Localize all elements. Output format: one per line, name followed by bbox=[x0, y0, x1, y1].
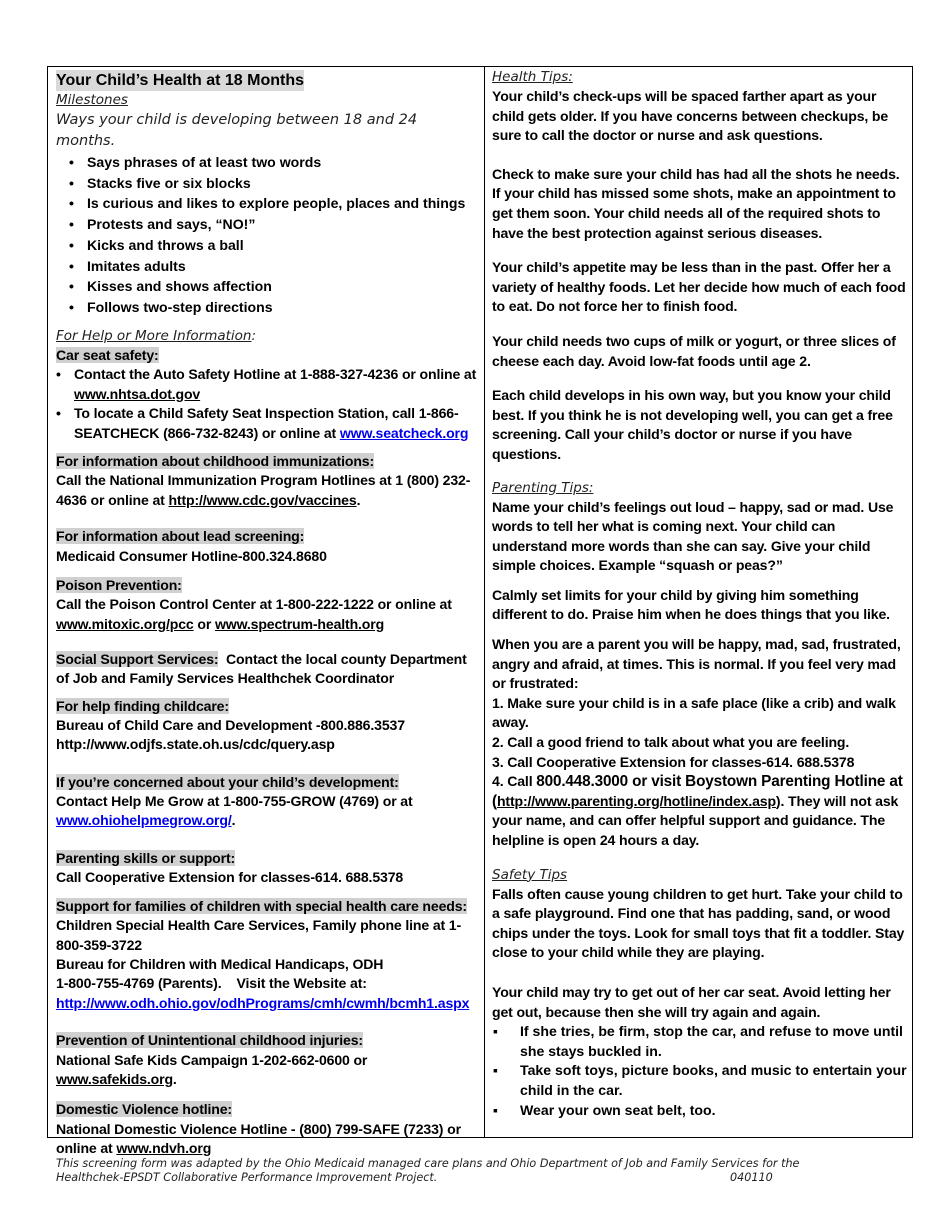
development-heading: If you’re concerned about your child’s development: bbox=[56, 773, 399, 790]
social-heading: Social Support Services: bbox=[56, 651, 219, 668]
milestone-item: • Follows two-step directions bbox=[69, 297, 478, 318]
car-seat-item-text: Contact the Auto Safety Hotline at 1-888-327-4236 or online at bbox=[74, 366, 477, 383]
parenting-tip-paragraph: When you are a parent you will be happy, mad, sad, frustrated, angry and afraid, at times. This is normal. If you feel very mad or frustrated: bbox=[492, 636, 901, 692]
spectrum-health-link[interactable]: www.spectrum-health.org bbox=[214, 615, 385, 632]
milestone-item: • Is curious and likes to explore people, places and things bbox=[69, 193, 478, 214]
poison-or: or bbox=[197, 615, 212, 632]
safety-list bbox=[492, 1022, 907, 1120]
parenting-step: 3. Call Cooperative Extension for classes-614. 688.5378 bbox=[492, 753, 855, 770]
injuries-heading: Prevention of Unintentional childhood injuries: bbox=[56, 1032, 363, 1049]
milestones-list bbox=[56, 152, 478, 318]
car-seat-item bbox=[56, 404, 478, 443]
lead-section bbox=[56, 527, 478, 566]
lead-heading: For information about lead screening: bbox=[56, 528, 305, 545]
safekids-link[interactable]: www.safekids.org bbox=[56, 1071, 173, 1088]
childcare-url: http://www.odjfs.state.oh.us/cdc/query.asp bbox=[56, 735, 335, 752]
poison-text: Call the Poison Control Center at 1-800-222-1222 or online at bbox=[56, 596, 452, 613]
poison-heading: Poison Prevention: bbox=[56, 576, 182, 593]
car-seat-section bbox=[56, 346, 478, 444]
car-seat-list bbox=[56, 365, 478, 443]
immunizations-text: Call the National Immunization Program Hotlines at 1 (800) 232-4636 or online at bbox=[56, 472, 471, 508]
injuries-section bbox=[56, 1031, 478, 1090]
step4-rest: ). They will not ask your name, and can offer helpful support and guidance. The helpline is open 24 hours a day. bbox=[492, 792, 899, 848]
right-column bbox=[485, 67, 913, 1137]
parenting-tip-paragraph: Name your child’s feelings out loud – happy, sad or mad. Use words to tell her what is coming next. Your child can understand more words than she can say. Give your child simple choices. Example “squash or peas?” bbox=[492, 498, 894, 574]
ndvh-link[interactable]: www.ndvh.org bbox=[116, 1140, 212, 1157]
health-tip-paragraph: Each child develops in his own way, but you know your child best. If you think he is not developing well, you can get a free screening. Call your child’s doctor or nurse if you have questions. bbox=[492, 387, 893, 462]
milestone-item: • Imitates adults bbox=[69, 256, 478, 277]
ohiohelpmegrow-link[interactable]: www.ohiohelpmegrow.org/ bbox=[56, 811, 232, 828]
parenting-step-4 bbox=[492, 772, 907, 850]
special-needs-line: Bureau for Children with Medical Handicaps, ODH bbox=[56, 955, 384, 972]
step4-hotline: 800.448.3000 or visit Boystown Parenting Hotline at ( bbox=[492, 773, 903, 810]
special-needs-heading: Support for families of children with special health care needs: bbox=[56, 897, 467, 914]
health-tip-paragraph: Your child’s check-ups will be spaced farther apart as your child gets older. If you have concerns between checkups, be sure to call the doctor or nurse and ask questions. bbox=[492, 88, 889, 144]
special-needs-line: Children Special Health Care Services, Family phone line at 1-800-359-3722 bbox=[56, 917, 462, 953]
car-seat-item bbox=[56, 365, 478, 404]
parenting-skills-section bbox=[56, 849, 478, 888]
car-seat-heading: Car seat safety: bbox=[56, 346, 159, 363]
nhtsa-link[interactable]: www.nhtsa.dot.gov bbox=[74, 385, 201, 402]
help-header-colon: : bbox=[251, 327, 257, 344]
form-code: 040110 bbox=[730, 1171, 773, 1184]
childcare-section bbox=[56, 697, 478, 754]
childcare-heading: For help finding childcare: bbox=[56, 697, 229, 714]
social-section bbox=[56, 650, 478, 687]
immunizations-section bbox=[56, 452, 478, 511]
page-title: Your Child’s Health at 18 Months bbox=[56, 72, 305, 89]
car-seat-item-text: To locate a Child Safety Seat Inspection Station, call 1-866-SEATCHECK (866-732-8243) or online at bbox=[74, 405, 459, 441]
milestone-item: • Says phrases of at least two words bbox=[69, 152, 478, 173]
injuries-end: . bbox=[172, 1071, 177, 1088]
parenting-step: 2. Call a good friend to talk about what you are feeling. bbox=[492, 734, 850, 751]
special-needs-line: 1-800-755-4769 (Parents). Visit the Website at: bbox=[56, 975, 367, 992]
immunizations-heading: For information about childhood immunizations: bbox=[56, 452, 375, 469]
domestic-text: National Domestic Violence Hotline - (800) 799-SAFE (7233) or online at bbox=[56, 1120, 461, 1157]
content-table bbox=[47, 66, 913, 1157]
cdc-link[interactable]: http://www.cdc.gov/vaccines bbox=[168, 491, 357, 508]
milestones-header: Milestones bbox=[56, 92, 128, 108]
footer-line: This screening form was adapted by the Ohio Medicaid managed care plans and Ohio Department of Job and Family Services for the bbox=[56, 1157, 800, 1170]
safety-item: ▪ Wear your own seat belt, too. bbox=[492, 1101, 907, 1121]
step4-prefix: 4. Call bbox=[492, 773, 533, 790]
safety-tip-paragraph: Your child may try to get out of her car seat. Avoid letting her get out, because then she will try again and again. bbox=[492, 983, 891, 1020]
immunizations-end: . bbox=[356, 491, 361, 508]
milestone-item: • Protests and says, “NO!” bbox=[69, 214, 478, 235]
health-tip-paragraph: Your child’s appetite may be less than in the past. Offer her a variety of healthy foods. Let her decide how much of each food to eat. Do not force her to finish food. bbox=[492, 259, 906, 315]
parenting-step: 1. Make sure your child is in a safe place (like a crib) and walk away. bbox=[492, 694, 896, 731]
safety-item: ▪ Take soft toys, picture books, and music to entertain your child in the car. bbox=[492, 1061, 907, 1100]
health-tip-paragraph: Your child needs two cups of milk or yogurt, or three slices of cheese each day. Avoid low-fat foods until age 2. bbox=[492, 332, 896, 369]
safety-tip-paragraph: Falls often cause young children to get hurt. Take your child to a safe playground. Find one that has padding, sand, or wood chips under the toys. Look for small toys that fit a toddler. Stay close to your child while they are playing. bbox=[492, 885, 905, 961]
development-text: Contact Help Me Grow at 1-800-755-GROW (4769) or at bbox=[56, 792, 413, 809]
seatcheck-link[interactable]: www.seatcheck.org bbox=[339, 425, 469, 441]
milestone-item: • Kicks and throws a ball bbox=[69, 235, 478, 256]
milestone-item: • Stacks five or six blocks bbox=[69, 173, 478, 194]
special-needs-section bbox=[56, 897, 478, 1013]
milestones-intro: Ways your child is developing between 18 and 24 months. bbox=[56, 112, 418, 149]
parenting-skills-text: Call Cooperative Extension for classes-614. 688.5378 bbox=[56, 869, 404, 886]
development-end: . bbox=[231, 811, 236, 828]
childcare-line: Bureau of Child Care and Development -800.886.3537 bbox=[56, 716, 405, 733]
help-header: For Help or More Information bbox=[56, 327, 252, 344]
parenting-tip-paragraph: Calmly set limits for your child by giving him something different to do. Praise him when he does things that you like. bbox=[492, 586, 890, 623]
help-header-row bbox=[56, 327, 478, 346]
health-tips-header: Health Tips: bbox=[492, 69, 573, 85]
parenting-skills-heading: Parenting skills or support: bbox=[56, 849, 236, 866]
development-section bbox=[56, 773, 478, 830]
milestone-item: • Kisses and shows affection bbox=[69, 276, 478, 297]
safety-item: ▪ If she tries, be firm, stop the car, and refuse to move until she stays buckled in. bbox=[492, 1022, 907, 1061]
social-text: Contact the local county Department of Job and Family Services Healthchek Coordinator bbox=[56, 651, 467, 686]
footer-line: Healthchek-EPSDT Collaborative Performance Improvement Project. bbox=[56, 1171, 438, 1184]
domestic-heading: Domestic Violence hotline: bbox=[56, 1100, 232, 1117]
domestic-section bbox=[56, 1100, 478, 1159]
poison-section bbox=[56, 576, 478, 635]
odh-website-link[interactable]: http://www.odh.ohio.gov/odhPrograms/cmh/cwmh/bcmh1.aspx bbox=[56, 994, 470, 1011]
footer-note bbox=[56, 1157, 816, 1185]
injuries-text: National Safe Kids Campaign 1-202-662-0600 or bbox=[56, 1051, 368, 1068]
safety-tips-header: Safety Tips bbox=[492, 866, 568, 883]
mitoxic-link[interactable]: www.mitoxic.org/pcc bbox=[56, 615, 194, 632]
left-column bbox=[48, 67, 484, 1157]
health-tip-paragraph: Check to make sure your child has had all the shots he needs. If your child has missed some shots, make an appointment to get them soon. Your child needs all of the required shots to have the best protection against serious diseases. bbox=[492, 165, 900, 241]
lead-text: Medicaid Consumer Hotline-800.324.8680 bbox=[56, 547, 327, 564]
boystown-link[interactable]: http://www.parenting.org/hotline/index.asp bbox=[496, 792, 776, 809]
parenting-tips-header: Parenting Tips: bbox=[492, 479, 594, 496]
